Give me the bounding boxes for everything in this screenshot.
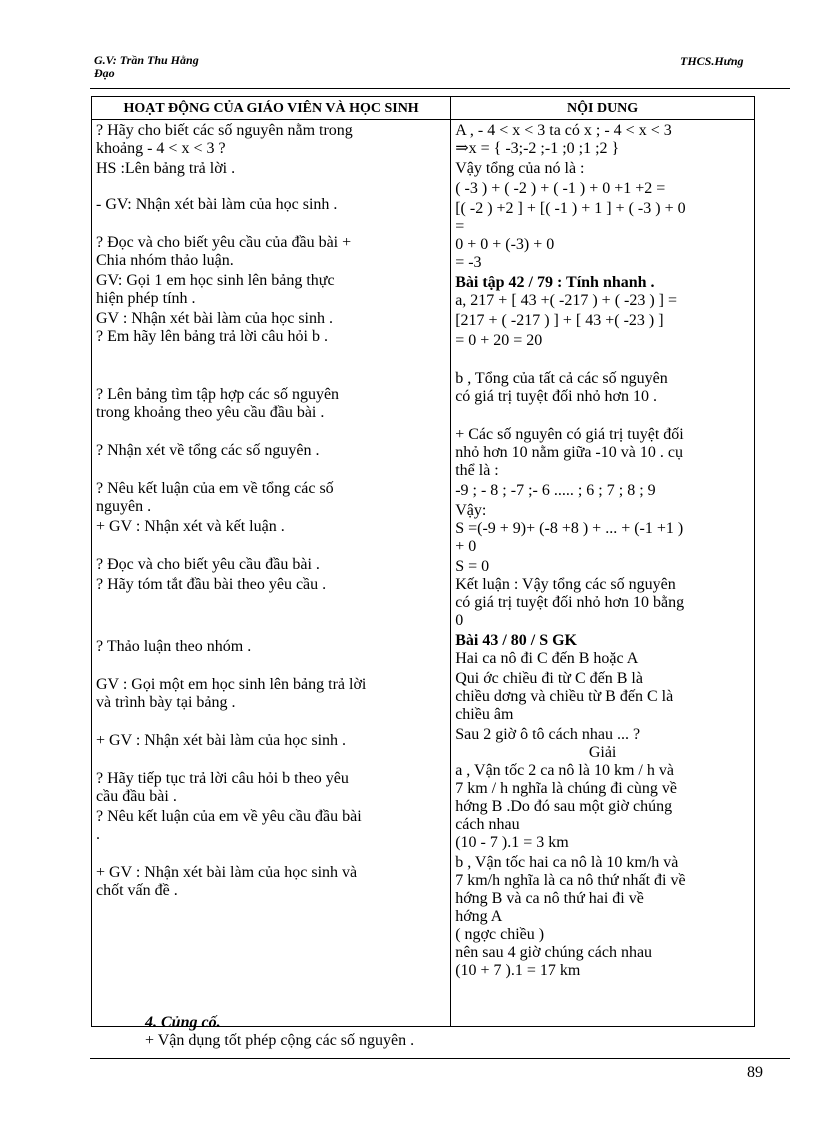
header-divider — [90, 88, 790, 89]
content-line: hớng A — [455, 908, 503, 925]
content-line: ( -3 ) + ( -2 ) + ( -1 ) + 0 +1 +2 = — [455, 180, 666, 197]
content-line: ⇒x = { -3;-2 ;-1 ;0 ;1 ;2 } — [455, 140, 620, 157]
teacher-activity-line: ? Nêu kết luận của em về yêu cầu đầu bài — [96, 808, 362, 825]
header-school: THCS.Hưng — [680, 54, 744, 68]
content-line: b , Tổng của tất cả các số nguyên — [455, 370, 668, 387]
content-line: a, 217 + [ 43 +( -217 ) + ( -23 ) ] = — [455, 292, 678, 309]
content-line: Sau 2 giờ ô tô cách nhau ... ? — [455, 726, 641, 743]
content-line: S =(-9 + 9)+ (-8 +8 ) + ... + (-1 +1 ) — [455, 520, 684, 537]
content-line: Bài tập 42 / 79 : Tính nhanh . — [455, 274, 655, 291]
teacher-activity-line: GV : Nhận xét bài làm của học sinh . — [96, 310, 333, 327]
teacher-activity-cell — [92, 120, 451, 1027]
teacher-activity-line: ? Đọc và cho biết yêu cầu đầu bài . — [96, 556, 320, 573]
content-line: b , Vận tốc hai ca nô là 10 km/h và — [455, 854, 679, 871]
page-number: 89 — [747, 1064, 763, 1081]
table-body-row — [92, 120, 755, 1027]
content-line: Qui ớc chiều đi từ C đến B là — [455, 670, 643, 687]
content-line: [217 + ( -217 ) ] + [ 43 +( -23 ) ] — [455, 312, 664, 329]
teacher-activity-line: GV : Gọi một em học sinh lên bảng trả lời — [96, 676, 367, 693]
content-line: chiều dơng và chiều từ B đến C là — [455, 688, 674, 705]
teacher-activity-line: . — [96, 826, 100, 843]
content-line: -9 ; - 8 ; -7 ;- 6 ..... ; 6 ; 7 ; 8 ; 9 — [455, 482, 656, 499]
content-line: 7 km/h nghĩa là ca nô thứ nhất đi về — [455, 872, 686, 889]
teacher-activity-lines — [96, 120, 446, 1026]
teacher-activity-line: + GV : Nhận xét và kết luận . — [96, 518, 285, 535]
section-title: 4. Củng cố. — [145, 1014, 221, 1031]
content-line: nên sau 4 giờ chúng cách nhau — [455, 944, 653, 961]
teacher-activity-line: ? Thảo luận theo nhóm . — [96, 638, 252, 655]
teacher-activity-line: hiện phép tính . — [96, 290, 196, 307]
header-author-line1: G.V: Trần Thu Hằng — [94, 53, 199, 67]
teacher-activity-line: và trình bày tại bảng . — [96, 694, 236, 711]
content-line: + Các số nguyên có giá trị tuyệt đối — [455, 426, 684, 443]
teacher-activity-line: ? Em hãy lên bảng trả lời câu hỏi b . — [96, 328, 328, 345]
teacher-activity-line: ? Đọc và cho biết yêu cầu của đầu bài + — [96, 234, 352, 251]
teacher-activity-line: Chia nhóm thảo luận. — [96, 252, 234, 269]
content-line: = -3 — [455, 254, 482, 271]
teacher-activity-line: ? Nêu kết luận của em về tổng các số — [96, 480, 334, 497]
teacher-activity-line: trong khoảng theo yêu cầu đầu bài . — [96, 404, 325, 421]
content-line: = — [455, 218, 465, 235]
content-line: có giá trị tuyệt đối nhỏ hơn 10 bằng — [455, 594, 685, 611]
header-author — [94, 54, 199, 80]
footer-divider — [90, 1058, 790, 1059]
teacher-activity-line: ? Hãy tóm tắt đầu bài theo yêu cầu . — [96, 576, 327, 593]
teacher-activity-line: nguyên . — [96, 498, 152, 515]
content-line: Bài 43 / 80 / S GK — [455, 632, 577, 649]
teacher-activity-line: ? Hãy cho biết các số nguyên nằm trong — [96, 122, 353, 139]
content-cell — [451, 120, 755, 1027]
content-line: + 0 — [455, 538, 477, 555]
col-right-title: NỘI DUNG — [451, 97, 755, 120]
teacher-activity-line: ? Nhận xét về tổng các số nguyên . — [96, 442, 320, 459]
content-line: 0 + 0 + (-3) + 0 — [455, 236, 555, 253]
content-line: = 0 + 20 = 20 — [455, 332, 543, 349]
table-header-row — [92, 97, 755, 120]
teacher-activity-line: HS :Lên bảng trả lời . — [96, 160, 236, 177]
teacher-activity-line: cầu đầu bài . — [96, 788, 177, 805]
content-line: thể là : — [455, 462, 499, 479]
content-lines — [455, 120, 750, 1026]
content-line: có giá trị tuyệt đối nhỏ hơn 10 . — [455, 388, 657, 405]
section-text: + Vận dụng tốt phép cộng các số nguyên . — [145, 1032, 415, 1049]
teacher-activity-line: GV: Gọi 1 em học sinh lên bảng thực — [96, 272, 335, 289]
content-line: [( -2 ) +2 ] + [( -1 ) + 1 ] + ( -3 ) + 0 — [455, 200, 686, 217]
content-line: Giải — [588, 744, 617, 761]
content-line: cách nhau — [455, 816, 520, 833]
content-line: (10 - 7 ).1 = 3 km — [455, 834, 569, 851]
content-line: Kết luận : Vậy tổng các số nguyên — [455, 576, 676, 593]
teacher-activity-line: khoảng - 4 < x < 3 ? — [96, 140, 226, 157]
content-line: chiều âm — [455, 706, 514, 723]
content-line: S = 0 — [455, 558, 490, 575]
content-line: 0 — [455, 612, 464, 629]
content-line: Vậy: — [455, 502, 487, 519]
content-line: Vậy tổng của nó là : — [455, 160, 585, 177]
content-line: hớng B .Do đó sau một giờ chúng — [455, 798, 673, 815]
teacher-activity-line: ? Lên bảng tìm tập hợp các số nguyên — [96, 386, 340, 403]
header-author-line2: Đạo — [94, 66, 115, 80]
content-line: nhỏ hơn 10 nằm giữa -10 và 10 . cụ — [455, 444, 683, 461]
teacher-activity-line: + GV : Nhận xét bài làm của học sinh . — [96, 732, 347, 749]
lesson-table — [91, 96, 755, 1027]
content-line: 7 km / h nghĩa là chúng đi cùng về — [455, 780, 677, 797]
content-line: Hai ca nô đi C đến B hoặc A — [455, 650, 639, 667]
teacher-activity-line: - GV: Nhận xét bài làm của học sinh . — [96, 196, 338, 213]
teacher-activity-line: chốt vấn đề . — [96, 882, 178, 899]
col-left-title: HOẠT ĐỘNG CỦA GIÁO VIÊN VÀ HỌC SINH — [92, 97, 451, 120]
teacher-activity-line: ? Hãy tiếp tục trả lời câu hỏi b theo yêu — [96, 770, 349, 787]
content-line: a , Vận tốc 2 ca nô là 10 km / h và — [455, 762, 674, 779]
content-line: A , - 4 < x < 3 ta có x ; - 4 < x < 3 — [455, 122, 672, 139]
content-line: hớng B và ca nô thứ hai đi về — [455, 890, 644, 907]
content-line: (10 + 7 ).1 = 17 km — [455, 962, 581, 979]
teacher-activity-line: + GV : Nhận xét bài làm của học sinh và — [96, 864, 358, 881]
content-line: ( ngợc chiều ) — [455, 926, 545, 943]
